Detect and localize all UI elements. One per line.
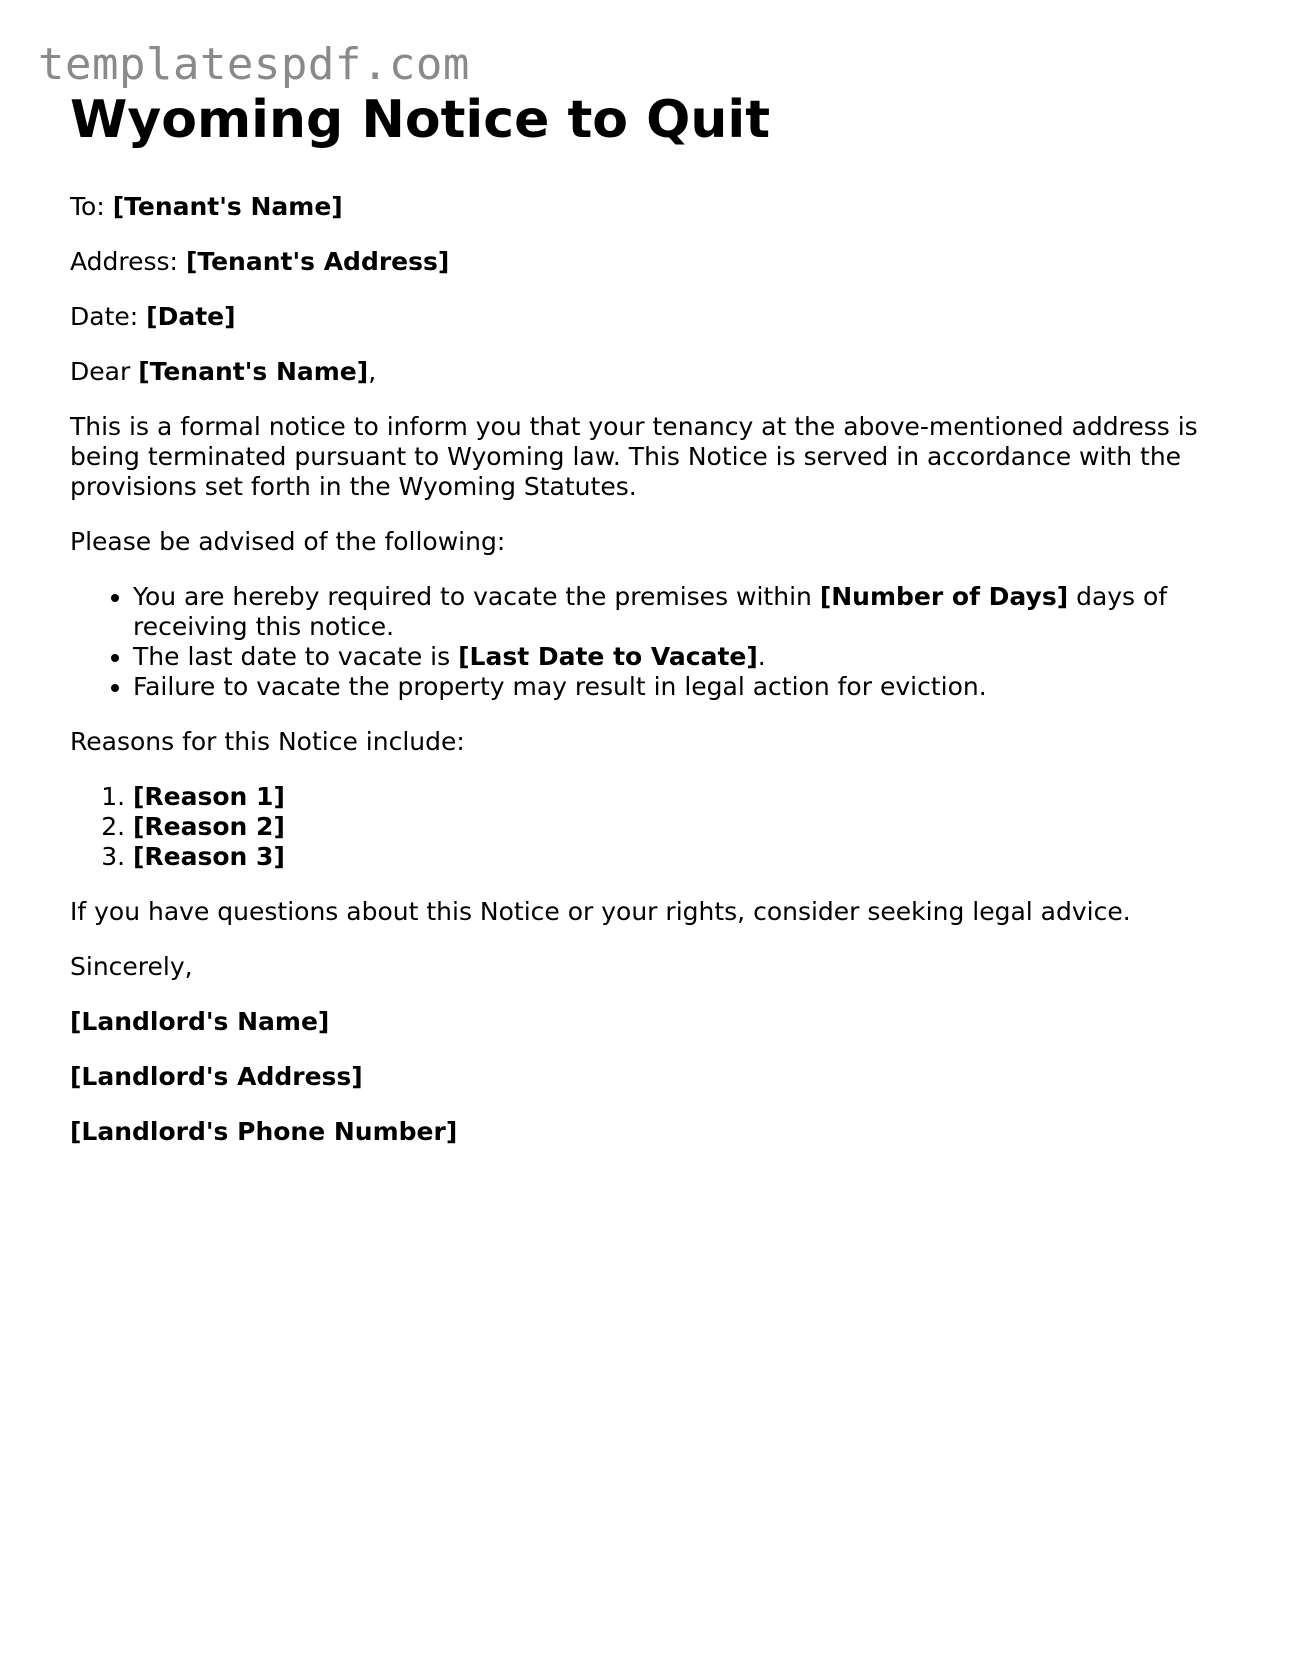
document-body xyxy=(70,86,1230,1147)
list-item xyxy=(133,842,1230,872)
reasons-heading: Reasons for this Notice include: xyxy=(70,727,465,756)
list-item xyxy=(133,642,1230,672)
page-title: Wyoming Notice to Quit xyxy=(70,90,771,150)
last-date-to-vacate: [Last Date to Vacate] xyxy=(458,642,758,671)
landlord-phone-value: [Landlord's Phone Number] xyxy=(70,1117,458,1146)
list-item xyxy=(133,582,1230,642)
to-line xyxy=(70,192,1230,222)
list-item: • Failure to vacate the property may result in legal action for eviction. xyxy=(133,672,1230,702)
to-value: [Tenant's Name] xyxy=(112,192,343,221)
date-line xyxy=(70,302,1230,332)
advice-paragraph: If you have questions about this Notice or your rights, consider seeking legal advice. xyxy=(70,897,1131,926)
advised-heading: Please be advised of the following: xyxy=(70,527,506,556)
salutation xyxy=(70,357,1230,387)
bullet-2-post: . xyxy=(757,642,766,671)
date-label: Date: xyxy=(70,302,139,331)
address-line xyxy=(70,247,1230,277)
landlord-name xyxy=(70,1007,1230,1037)
reason-1: [Reason 1] xyxy=(133,782,285,811)
notice-bullet-list xyxy=(70,582,1230,702)
bullet-2-pre: The last date to vacate is xyxy=(133,642,451,671)
date-value: [Date] xyxy=(146,302,236,331)
intro-paragraph: This is a formal notice to inform you that your tenancy at the above-mentioned address is being terminated pursuant to Wyoming law. This Notice is served in accordance with the provisions set forth in the Wyoming Statutes. xyxy=(70,412,1198,501)
watermark-text: templatespdf.com xyxy=(38,39,470,90)
bullet-1-pre: You are hereby required to vacate the premises within xyxy=(133,582,812,611)
reason-3: [Reason 3] xyxy=(133,842,285,871)
list-item xyxy=(133,812,1230,842)
landlord-phone xyxy=(70,1117,1230,1147)
reason-2: [Reason 2] xyxy=(133,812,285,841)
address-value: [Tenant's Address] xyxy=(185,247,450,276)
list-item xyxy=(133,782,1230,812)
number-of-days: [Number of Days] xyxy=(819,582,1069,611)
address-label: Address: xyxy=(70,247,178,276)
to-label: To: xyxy=(70,192,105,221)
closing: Sincerely, xyxy=(70,952,193,981)
landlord-name-value: [Landlord's Name] xyxy=(70,1007,330,1036)
salutation-name: [Tenant's Name] xyxy=(138,357,369,386)
landlord-address-value: [Landlord's Address] xyxy=(70,1062,363,1091)
salutation-suffix: , xyxy=(368,357,377,386)
reasons-list xyxy=(70,782,1230,872)
bullet-1-post: days of receiving this notice. xyxy=(133,582,1168,641)
landlord-address xyxy=(70,1062,1230,1092)
salutation-prefix: Dear xyxy=(70,357,131,386)
